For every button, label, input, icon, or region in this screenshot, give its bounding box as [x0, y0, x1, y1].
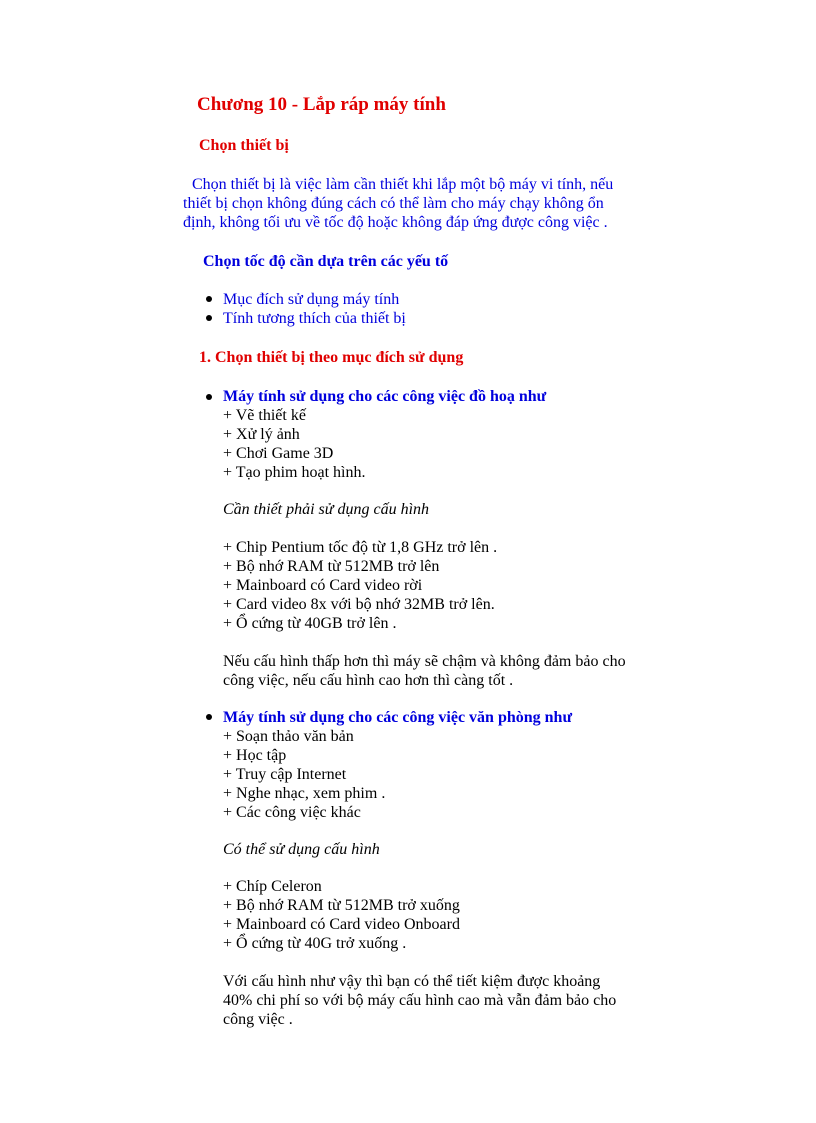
- graphics-use-item: + Xử lý ảnh: [223, 426, 300, 443]
- office-note-line: công việc .: [223, 1011, 293, 1028]
- purpose-heading: 1. Chọn thiết bị theo mục đích sử dụng: [199, 349, 464, 366]
- graphics-use-item: + Vẽ thiết kế: [223, 407, 306, 424]
- office-uses: [223, 727, 385, 822]
- office-note-line: Với cấu hình như vậy thì bạn có thể tiết kiệm được khoảng: [223, 973, 601, 990]
- graphics-note-line: Nếu cấu hình thấp hơn thì máy sẽ chậm và không đảm bảo cho: [223, 653, 626, 670]
- office-config-item: + Mainboard có Card video Onboard: [223, 916, 460, 933]
- graphics-config-label: Cần thiết phải sử dụng cấu hình: [223, 501, 430, 518]
- bullet-icon: [206, 315, 212, 321]
- factor-item: Mục đích sử dụng máy tính: [223, 291, 400, 308]
- graphics-use-item: + Tạo phim hoạt hình.: [223, 464, 366, 481]
- office-config-label: Có thể sử dụng cấu hình: [223, 841, 380, 858]
- graphics-config: [223, 538, 497, 633]
- office-note-line: 40% chi phí so với bộ máy cấu hình cao mà vẫn đảm bảo cho: [223, 992, 617, 1009]
- graphics-config-item: + Ổ cứng từ 40GB trở lên .: [223, 615, 397, 632]
- section-heading: Chọn thiết bị: [199, 137, 289, 154]
- graphics-note: [223, 652, 626, 690]
- graphics-uses: [223, 406, 366, 482]
- office-use-item: + Các công việc khác: [223, 804, 361, 821]
- graphics-config-item: + Bộ nhớ RAM từ 512MB trở lên: [223, 558, 440, 575]
- office-use-item: + Nghe nhạc, xem phim .: [223, 785, 386, 802]
- intro-line: thiết bị chọn không đúng cách có thể làm cho máy chạy không ổn: [183, 195, 604, 212]
- graphics-config-item: + Card video 8x với bộ nhớ 32MB trở lên.: [223, 596, 495, 613]
- office-use-item: + Học tập: [223, 747, 287, 764]
- intro-line: định, không tối ưu về tốc độ hoặc không đáp ứng được công việc .: [183, 214, 608, 231]
- graphics-use-item: + Chơi Game 3D: [223, 445, 334, 462]
- graphics-note-line: công việc, nếu cấu hình cao hơn thì càng tốt .: [223, 672, 514, 689]
- office-note: [223, 972, 616, 1029]
- graphics-config-item: + Mainboard có Card video rời: [223, 577, 423, 594]
- graphics-config-item: + Chip Pentium tốc độ từ 1,8 GHz trở lên .: [223, 539, 498, 556]
- factor-item: Tính tương thích của thiết bị: [223, 310, 406, 327]
- intro-paragraph: [183, 175, 613, 232]
- bullet-icon: [206, 394, 212, 400]
- chapter-title: Chương 10 - Lắp ráp máy tính: [197, 94, 446, 115]
- office-use-item: + Soạn thảo văn bản: [223, 728, 354, 745]
- office-config-item: + Ổ cứng từ 40G trở xuống .: [223, 935, 407, 952]
- office-config-item: + Chíp Celeron: [223, 878, 322, 895]
- bullet-icon: [206, 296, 212, 302]
- factors-heading: Chọn tốc độ cần dựa trên các yếu tố: [203, 253, 449, 270]
- graphics-title: Máy tính sử dụng cho các công việc đồ hoạ như: [223, 388, 547, 405]
- office-use-item: + Truy cập Internet: [223, 766, 347, 783]
- intro-line: Chọn thiết bị là việc làm cần thiết khi lắp một bộ máy vi tính, nếu: [192, 176, 614, 193]
- bullet-icon: [206, 714, 212, 720]
- office-config: [223, 877, 460, 953]
- office-config-item: + Bộ nhớ RAM từ 512MB trở xuống: [223, 897, 460, 914]
- office-title: Máy tính sử dụng cho các công việc văn phòng như: [223, 709, 573, 726]
